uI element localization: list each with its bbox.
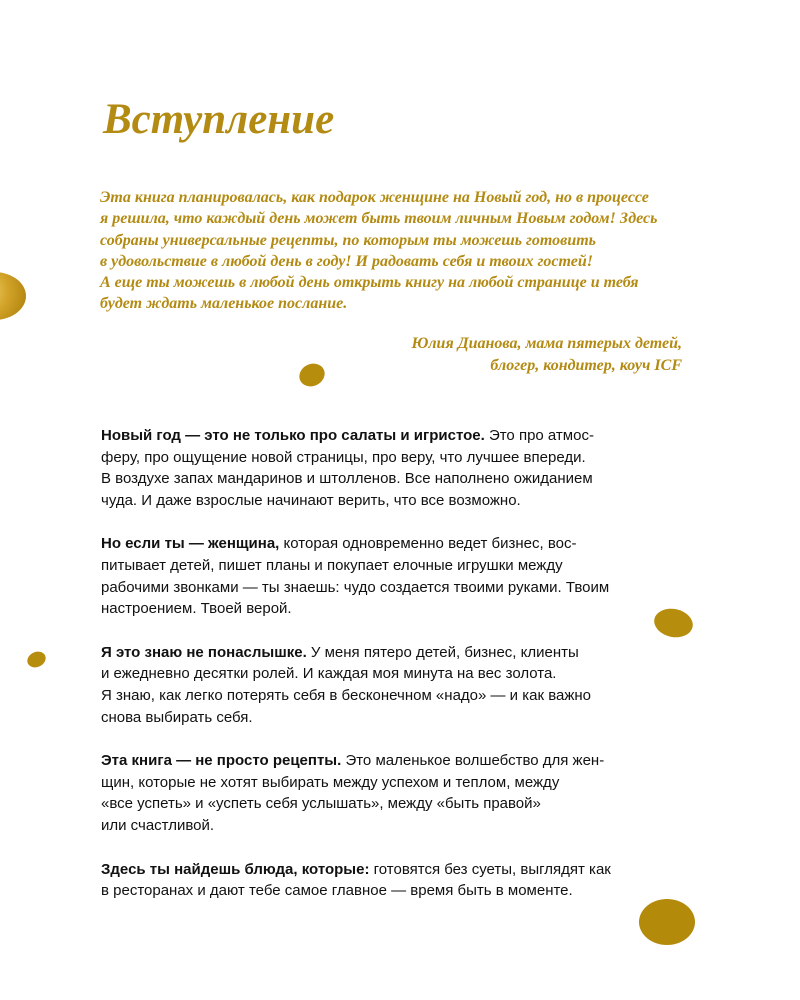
intro-line: будет ждать маленькое послание.: [100, 295, 348, 313]
paragraph-line: или счастливой.: [101, 816, 215, 834]
paragraph: [101, 533, 691, 619]
paragraph-line: чуда. И даже взрослые начинают верить, что все возможно.: [101, 491, 521, 509]
paragraph-lead: Эта книга — не просто рецепты.: [101, 752, 342, 770]
paragraph-line: рабочими звонками — ты знаешь: чудо создается твоими руками. Твоим: [101, 578, 610, 596]
paragraph-line: щин, которые не хотят выбирать между успехом и теплом, между: [101, 773, 560, 791]
paragraph-line: Я знаю, как легко потерять себя в бесконечном «надо» — и как важно: [101, 686, 591, 704]
paragraph-line: снова выбирать себя.: [101, 708, 253, 726]
paragraph-text: У меня пятеро детей, бизнес, клиенты: [306, 643, 579, 661]
signature-line: Юлия Дианова, мама пятерых детей,: [411, 335, 682, 352]
author-signature: [411, 333, 682, 377]
paragraph-line: «все успеть» и «успеть себя услышать», между «быть правой»: [101, 795, 541, 813]
paragraph-line: в ресторанах и дают тебе самое главное — время быть в моменте.: [101, 882, 573, 900]
gold-blob-decoration: [0, 272, 26, 320]
paragraph-line: питывает детей, пишет планы и покупает елочные игрушки между: [101, 556, 563, 574]
paragraph: [101, 750, 691, 836]
intro-line: я решила, что каждый день может быть твоим личным Новым годом! Здесь: [100, 210, 658, 228]
paragraph: [101, 425, 691, 511]
intro-line: Эта книга планировалась, как подарок женщине на Новый год, но в процессе: [100, 189, 649, 206]
paragraph-first-line: [101, 750, 691, 772]
paragraph-first-line: [101, 859, 691, 881]
paragraph-line: В воздухе запах мандаринов и штолленов. Все наполнено ожиданием: [101, 470, 593, 488]
paragraph: [101, 642, 691, 728]
intro-line: в удовольствие в любой день в году! И радовать себя и твоих гостей!: [100, 252, 593, 270]
paragraph-text: готовятся без суеты, выглядят как: [369, 860, 611, 878]
intro-text: [100, 187, 700, 315]
paragraph-lead: Здесь ты найдешь блюда, которые:: [101, 860, 370, 878]
paragraph: [101, 859, 691, 902]
intro-line: А еще ты можешь в любой день открыть книгу на любой странице и тебя: [100, 274, 639, 292]
signature-line: блогер, кондитер, коуч ICF: [490, 357, 682, 374]
paragraph-lead: Я это знаю не понаслышке.: [101, 643, 307, 661]
paragraph-first-line: [101, 642, 691, 664]
paragraph-first-line: [101, 425, 691, 447]
paragraph-line: настроением. Твоей верой.: [101, 600, 292, 618]
paragraph-text: которая одновременно ведет бизнес, вос-: [279, 535, 577, 553]
gold-dot-decoration: [296, 360, 329, 391]
paragraph-lead: Новый год — это не только про салаты и игристое.: [101, 427, 485, 444]
body-text: [101, 425, 691, 924]
paragraph-line: феру, про ощущение новой страницы, про веру, что лучшее впереди.: [101, 448, 586, 466]
paragraph-line: и ежедневно десятки ролей. И каждая моя минута на вес золота.: [101, 665, 557, 683]
paragraph-text: Это маленькое волшебство для жен-: [341, 752, 605, 770]
intro-line: собраны универсальные рецепты, по которым ты можешь готовить: [100, 231, 596, 249]
gold-dot-decoration: [25, 649, 49, 671]
paragraph-lead: Но если ты — женщина,: [101, 535, 280, 553]
page-title: Вступление: [103, 96, 335, 143]
paragraph-first-line: [101, 533, 691, 555]
paragraph-text: Это про атмос-: [484, 427, 594, 444]
